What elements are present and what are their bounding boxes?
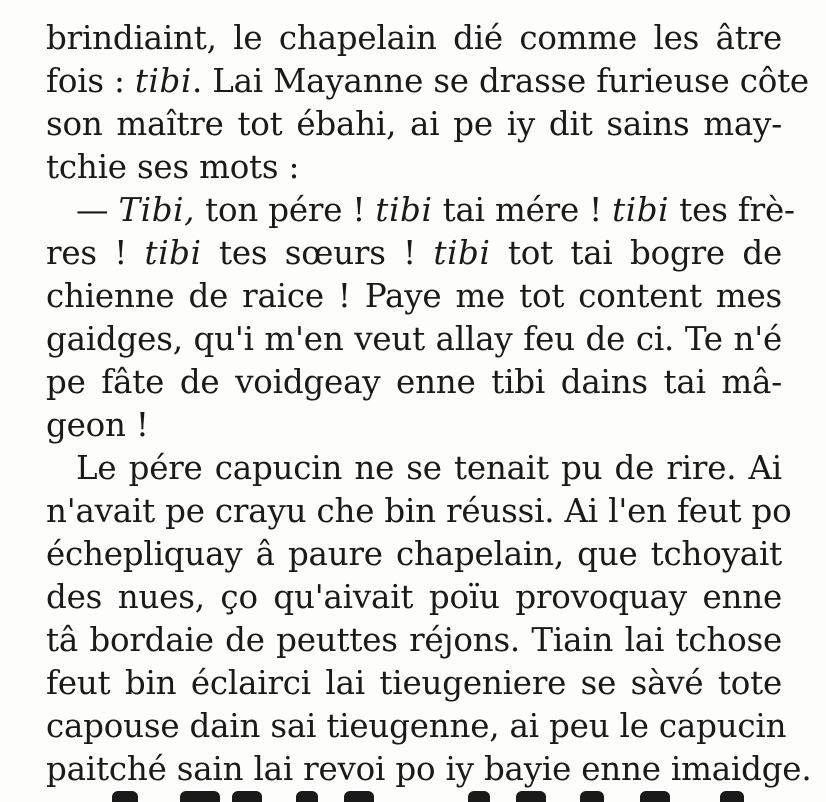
text-line: Le pére capucin ne se tenait pu de rire. Ai: [76, 449, 782, 487]
italic-word: tibi: [433, 234, 491, 272]
cropped-heading-tops: [0, 791, 826, 802]
italic-word: tibi: [144, 234, 202, 272]
text-line: n'avait pe crayu che bin réussi. Ai l'en feut po: [46, 492, 792, 530]
text-line: tchie ses mots :: [46, 148, 300, 186]
italic-word: tibi: [134, 62, 192, 100]
text-line: échepliquay â paure chapelain, que tchoyait: [46, 535, 782, 573]
text-line: paitché sain lai revoi po iy bayie enne imaidge.: [46, 750, 812, 788]
text-line: capouse dain sai tieugenne, ai peu le capucin: [46, 707, 787, 745]
text-line: tâ bordaie de peuttes réjons. Tiain lai tchose: [46, 621, 782, 659]
italic-word: Tibi,: [118, 191, 196, 229]
text-line: des nues, ço qu'aivait poïu provoquay enne: [46, 578, 782, 616]
text-line: gaidges, qu'i m'en veut allay feu de ci. Te n'é: [46, 320, 782, 358]
text-line: chienne de raice ! Paye me tot content mes: [46, 277, 782, 315]
text-line: res ! tibi tes sœurs ! tibi tot tai bogre de: [46, 234, 782, 272]
text-line: brindiaint, le chapelain dié comme les âtre: [46, 19, 782, 57]
text-line: fois : tibi. Lai Mayanne se drasse furieuse côte: [46, 62, 809, 100]
text-line: geon !: [46, 406, 149, 444]
text-line: son maître tot ébahi, ai pe iy dit sains may-: [46, 105, 782, 143]
italic-word: tibi: [612, 191, 670, 229]
text-line: pe fâte de voidgeay enne tibi dains tai mâ-: [46, 363, 782, 401]
text-line: feut bin éclairci lai tieugeniere se sàvé tote: [46, 664, 782, 702]
italic-word: tibi: [375, 191, 433, 229]
text-line: — Tibi, ton pére ! tibi tai mére ! tibi tes frè-: [76, 191, 795, 229]
